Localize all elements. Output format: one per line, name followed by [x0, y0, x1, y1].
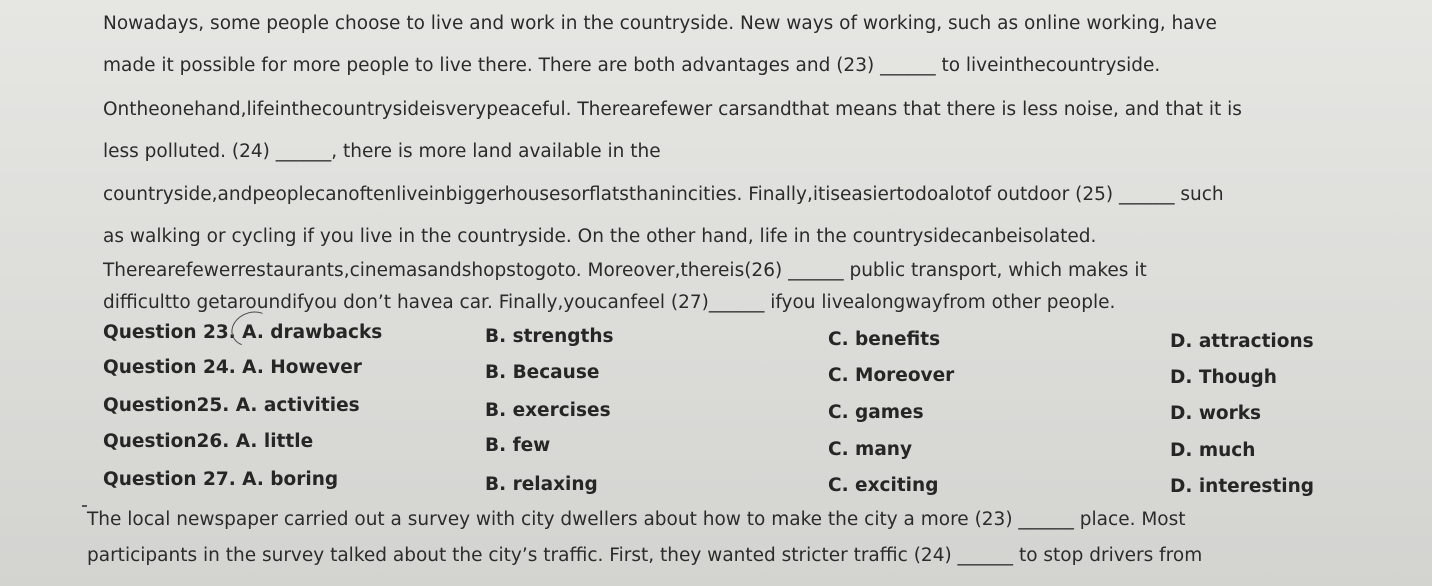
passage-line: The local newspaper carried out a survey with city dwellers about how to make the city a more (23) ______ place. Most — [87, 509, 1186, 530]
question-24-option-c: C. Moreover — [828, 365, 955, 386]
question-23-option-c: C. benefits — [828, 329, 941, 350]
passage-line: Ontheonehand,lifeinthecountrysideisverypeaceful. Therearefewer carsandthat means that there is less noise, and that it is — [103, 99, 1242, 120]
question-24-label: Question 24. A. However — [103, 357, 362, 378]
passage-line: as walking or cycling if you live in the countryside. On the other hand, life in the countrysidecanbeisolated. — [103, 226, 1097, 247]
pen-tick-mark — [82, 505, 87, 507]
question-26-option-d: D. much — [1170, 440, 1256, 461]
question-27-label: Question 27. A. boring — [103, 469, 339, 490]
question-25-option-d: D. works — [1170, 403, 1262, 424]
question-24-option-d: D. Though — [1170, 367, 1277, 388]
question-26-option-b: B. few — [485, 435, 551, 456]
passage-line: participants in the survey talked about the city’s traffic. First, they wanted stricter traffic (24) ______ to stop drivers from — [87, 545, 1203, 566]
question-26-option-c: C. many — [828, 439, 913, 460]
passage-line: difficultto getaroundifyou don’t havea car. Finally,youcanfeel (27)______ ifyou livealongwayfrom other people. — [103, 292, 1116, 313]
passage-line: Nowadays, some people choose to live and work in the countryside. New ways of working, such as online working, have — [103, 13, 1217, 34]
question-23-option-d: D. attractions — [1170, 331, 1314, 352]
passage-line: countryside,andpeoplecanoftenliveinbiggerhousesorflatsthanincities. Finally,itiseasiertodoalotof outdoor (25) ______ such — [103, 184, 1224, 205]
question-24-option-b: B. Because — [485, 362, 600, 383]
passage-line: Therearefewerrestaurants,cinemasandshopstogoto. Moreover,thereis(26) ______ public transport, which makes it — [103, 260, 1147, 281]
question-27-option-b: B. relaxing — [485, 474, 598, 495]
question-25-option-b: B. exercises — [485, 400, 611, 421]
passage-line: less polluted. (24) ______, there is more land available in the — [103, 141, 661, 162]
question-27-option-d: D. interesting — [1170, 476, 1315, 497]
question-23-label: Question 23. A. drawbacks — [103, 322, 383, 343]
passage-line: made it possible for more people to live there. There are both advantages and (23) ______ to liveinthecountryside. — [103, 55, 1161, 76]
question-25-option-c: C. games — [828, 402, 924, 423]
question-25-label: Question25. A. activities — [103, 395, 360, 416]
question-26-label: Question26. A. little — [103, 431, 314, 452]
question-27-option-c: C. exciting — [828, 475, 939, 496]
question-23-option-b: B. strengths — [485, 326, 614, 347]
